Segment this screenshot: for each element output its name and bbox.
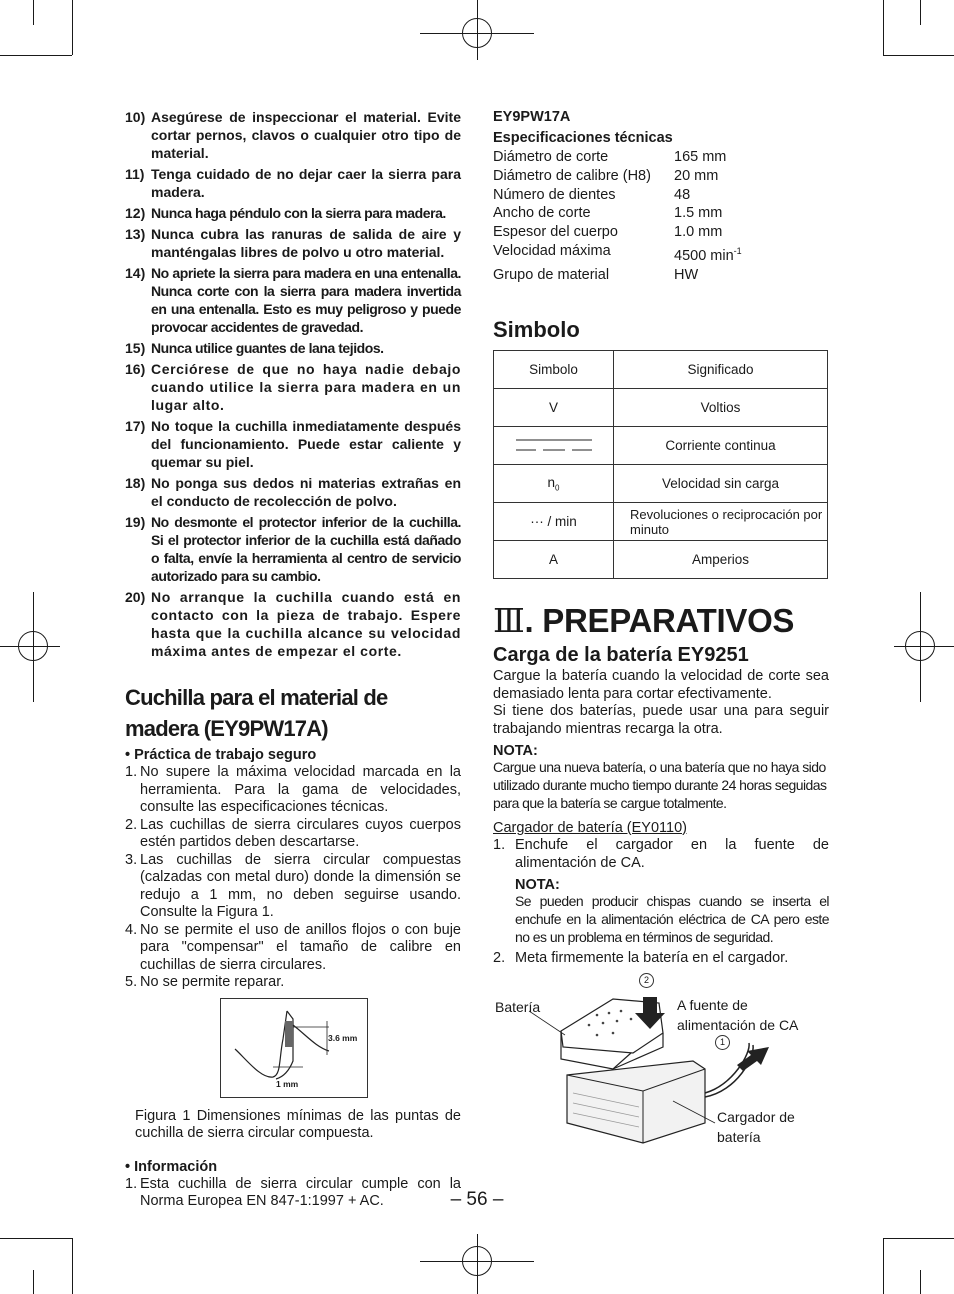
label-power-source-line-1: A fuente de [677, 997, 748, 1014]
practice-item-text: Las cuchillas de sierra circulares cuyos cuerpos estén partidos deben descartarse. [140, 816, 461, 850]
left-column [125, 108, 461, 1211]
safety-item-text: Nunca utilice guantes de lana tejidos. [151, 340, 384, 356]
label-charger [717, 1107, 795, 1147]
practice-item-number: 5. [125, 974, 138, 990]
label-power-source [677, 995, 798, 1035]
safety-item [125, 417, 461, 471]
crop-mark [33, 1270, 34, 1294]
registration-mark [18, 631, 48, 661]
spec-key: Número de dientes [493, 186, 616, 203]
step-2 [493, 950, 829, 968]
safety-item-number: 19) [125, 514, 146, 530]
safety-item-text: Asegúrese de inspeccionar el material. Evite cortar pernos, clavos o cualquier otro tipo de material. [151, 109, 461, 161]
nota-text-2: Se pueden producir chispas cuando se inserta el enchufe en la alimentación eléctrica de CA pero este no es un problema en términos de seguridad. [515, 893, 829, 945]
spec-value [674, 186, 690, 205]
safety-item-text: No toque la cuchilla inmediatamente después del funcionamiento. Puede estar caliente y quemar su piel. [151, 418, 461, 470]
practice-item [125, 764, 461, 817]
label-battery: Batería [495, 999, 541, 1016]
symbol-row [494, 465, 828, 503]
nota-label-2: NOTA: [515, 877, 560, 894]
spec-row [493, 186, 829, 205]
safety-item-number: 14) [125, 265, 146, 281]
label-charger-line-1: Cargador de [717, 1109, 795, 1126]
info-item-text: Esta cuchilla de sierra circular cumple con la Norma Europea EN 847-1:1997 + AC. [140, 1175, 461, 1209]
spec-value-text: 4500 min [674, 247, 734, 264]
spec-key: Espesor del cuerpo [493, 224, 618, 241]
right-column [493, 108, 829, 1173]
safety-item [125, 588, 461, 660]
spec-value-text: 1.0 mm [674, 224, 723, 241]
practice-item-text: Las cuchillas de sierra circular compuestas (calzadas con metal duro) donde la dimensión se redujo a 1 mm, no deben seguirse usando. Consulte la Figura 1. [140, 851, 461, 920]
label-1-mm: 1 mm [276, 1078, 299, 1089]
header-meaning: Significado [614, 351, 828, 389]
practice-item [125, 922, 461, 975]
safety-item-number: 18) [125, 475, 146, 491]
symbol-title: Simbolo [493, 317, 580, 343]
meaning-cell: Velocidad sin carga [614, 465, 828, 503]
safety-list [125, 108, 461, 660]
safety-item [125, 204, 461, 222]
practice-item-number: 2. [125, 816, 138, 833]
spec-value [674, 266, 698, 285]
spec-value-text: 165 mm [674, 149, 727, 165]
step-2-number: 2. [493, 949, 506, 966]
practice-list [125, 764, 461, 992]
chapter-numeral: Ⅲ [493, 601, 525, 641]
crop-mark [883, 0, 884, 55]
safety-item [125, 165, 461, 201]
step-1-number: 1. [493, 837, 506, 854]
nota-label: NOTA: [493, 743, 538, 760]
safety-item-text: Tenga cuidado de no dejar caer la sierra para madera. [151, 166, 461, 200]
practice-item-number: 1. [125, 764, 138, 780]
spec-row [493, 204, 829, 223]
safety-item [125, 339, 461, 357]
page-number: – 56 – [450, 1189, 504, 1210]
crop-mark [883, 1238, 954, 1239]
model-number: EY9PW17A [493, 109, 571, 125]
symbol-cell [494, 465, 614, 503]
specs-title: Especificaciones técnicas [493, 130, 673, 146]
crop-mark [0, 1238, 72, 1239]
nota-text: Cargue una nueva batería, o una batería que no haya sido utilizado durante mucho tiempo durante 24 horas seguidas para que la batería se cargue totalmente. [493, 759, 827, 811]
specs-list [493, 148, 829, 284]
info-item-number: 1. [125, 1175, 138, 1192]
spec-row [493, 266, 829, 285]
symbol-table-header [494, 351, 828, 389]
safety-item-number: 10) [125, 109, 146, 125]
safety-item-number: 17) [125, 418, 146, 434]
nota-block-2 [515, 877, 829, 946]
step-2-text: Meta firmemente la batería en el cargador. [515, 949, 789, 966]
circle-number-2: 2 [639, 973, 654, 988]
symbol-cell [494, 389, 614, 427]
safety-item-number: 16) [125, 361, 146, 377]
charger-link[interactable]: Cargador de batería (EY0110) [493, 819, 687, 836]
practice-heading: • Práctica de trabajo seguro [125, 747, 317, 763]
practice-item [125, 974, 461, 992]
registration-mark [905, 631, 935, 661]
crop-mark [920, 0, 921, 25]
safety-item-text: Cerciórese de que no haya nadie debajo cuando utilice la sierra para madera en un lugar alto. [151, 361, 461, 413]
label-power-source-line-2: alimentación de CA [677, 1017, 799, 1034]
battery-title: Carga de la batería EY9251 [493, 644, 749, 667]
practice-item [125, 852, 461, 922]
safety-item [125, 474, 461, 510]
symbol-cell [494, 541, 614, 579]
safety-item-number: 12) [125, 205, 146, 221]
safety-item-text: Nunca haga péndulo con la sierra para madera. [151, 205, 446, 221]
chapter-heading [493, 601, 829, 641]
crop-mark [883, 1238, 884, 1294]
symbol-table [493, 350, 828, 579]
symbol-text: ··· / min [530, 514, 577, 530]
spec-value [674, 167, 718, 186]
symbol-cell [494, 427, 614, 465]
spec-value-text: 48 [674, 186, 691, 203]
dc-current-symbol [514, 434, 594, 454]
practice-item-text: No se permite reparar. [140, 974, 285, 990]
safety-item-number: 20) [125, 589, 146, 605]
symbol-row [494, 503, 828, 541]
safety-item-text: Nunca cubra las ranuras de salida de aire y manténgalas libres de polvo u otro material. [151, 226, 461, 260]
symbol-cell [494, 503, 614, 541]
safety-item-text: No ponga sus dedos ni materias extrañas en el conducto de recolección de polvo. [151, 475, 461, 509]
registration-mark [462, 18, 492, 48]
figure-1 [220, 998, 368, 1098]
spec-value-text: 1.5 mm [674, 205, 723, 222]
label-3-6-mm: 3.6 mm [328, 1032, 358, 1043]
meaning-cell: Corriente continua [614, 427, 828, 465]
safety-item-number: 13) [125, 226, 146, 242]
safety-item-text: No apriete la sierra para madera en una entenalla. Nunca corte con la sierra para madera invertida en una entenalla. Esto es muy peligroso y puede provocar accidentes de gravedad. [151, 265, 461, 335]
spec-value [674, 242, 742, 266]
header-symbol: Simbolo [494, 351, 614, 389]
meaning-cell: Revoluciones o reciprocación por minuto [614, 503, 828, 541]
spec-key: Grupo de material [493, 266, 610, 283]
spec-key: Diámetro de corte [493, 149, 609, 165]
crop-mark [33, 0, 34, 25]
safety-item-text: No arranque la cuchilla cuando está en contacto con la pieza de trabajo. Espere hasta que la cuchilla alcance su velocidad máxima antes de empezar el corte. [151, 589, 461, 659]
symbol-row [494, 389, 828, 427]
symbol-row [494, 541, 828, 579]
practice-item-number: 4. [125, 921, 138, 938]
spec-row [493, 223, 829, 242]
spec-key: Diámetro de calibre (H8) [493, 167, 651, 184]
spec-value [674, 204, 722, 223]
practice-item-number: 3. [125, 851, 138, 868]
crop-mark [883, 55, 954, 56]
crop-mark [920, 1270, 921, 1294]
spec-value-superscript: -1 [733, 245, 742, 256]
safety-item [125, 264, 461, 336]
spec-row [493, 167, 829, 186]
spec-row [493, 148, 829, 167]
symbol-text: A [548, 552, 558, 568]
step-1-text: Enchufe el cargador en la fuente de alimentación de CA. [515, 837, 829, 871]
safety-item-number: 15) [125, 340, 146, 356]
practice-item-text: No se permite el uso de anillos flojos o con buje para "compensar" el tamaño de calibre en cuchillas de sierra circulares. [140, 921, 461, 973]
practice-item [125, 817, 461, 852]
charger-illustration [493, 973, 829, 1173]
safety-item [125, 225, 461, 261]
spec-key: Ancho de corte [493, 205, 591, 222]
safety-item [125, 108, 461, 162]
safety-item-text: No desmonte el protector inferior de la cuchilla. Si el protector inferior de la cuchilla está dañado o falta, envíe la herramienta al centro de servicio autorizado para su cambio. [151, 514, 461, 584]
info-heading: • Información [125, 1158, 218, 1175]
crop-mark [72, 1238, 73, 1294]
spec-value [674, 148, 726, 167]
label-charger-line-2: batería [717, 1129, 761, 1146]
spec-key: Velocidad máxima [493, 242, 611, 259]
step-1 [493, 837, 829, 872]
spec-value-text: 20 mm [674, 167, 719, 184]
symbol-subscript: 0 [555, 483, 560, 493]
section-title: Cuchilla para el material de madera (EY9PW17A) [125, 685, 388, 741]
safety-item-number: 11) [125, 166, 145, 182]
crop-mark [72, 0, 73, 55]
figure-caption: Figura 1 Dimensiones mínimas de las puntas de cuchilla de sierra circular compuesta. [135, 1107, 461, 1141]
spec-value-text: HW [674, 266, 699, 283]
symbol-row [494, 427, 828, 465]
meaning-cell: Amperios [614, 541, 828, 579]
battery-paragraph-2: Si tiene dos baterías, puede usar una para seguir trabajando mientras recarga la otra. [493, 703, 829, 737]
meaning-cell: Voltios [614, 389, 828, 427]
practice-item-text: No supere la máxima velocidad marcada en la herramienta. Para la gama de velocidades, consulte las especificaciones técnicas. [140, 764, 461, 815]
circle-number-1: 1 [715, 1035, 730, 1050]
symbol-text: n [547, 475, 556, 491]
battery-paragraph-1: Cargue la batería cuando la velocidad de corte sea demasiado lenta para cortar efectivamente. [493, 668, 829, 702]
spec-value [674, 223, 722, 242]
safety-item [125, 513, 461, 585]
chapter-title: . PREPARATIVOS [524, 602, 795, 640]
safety-item [125, 360, 461, 414]
registration-mark [462, 1246, 492, 1276]
crop-mark [0, 55, 72, 56]
symbol-text: V [548, 400, 558, 416]
spec-row [493, 242, 829, 266]
